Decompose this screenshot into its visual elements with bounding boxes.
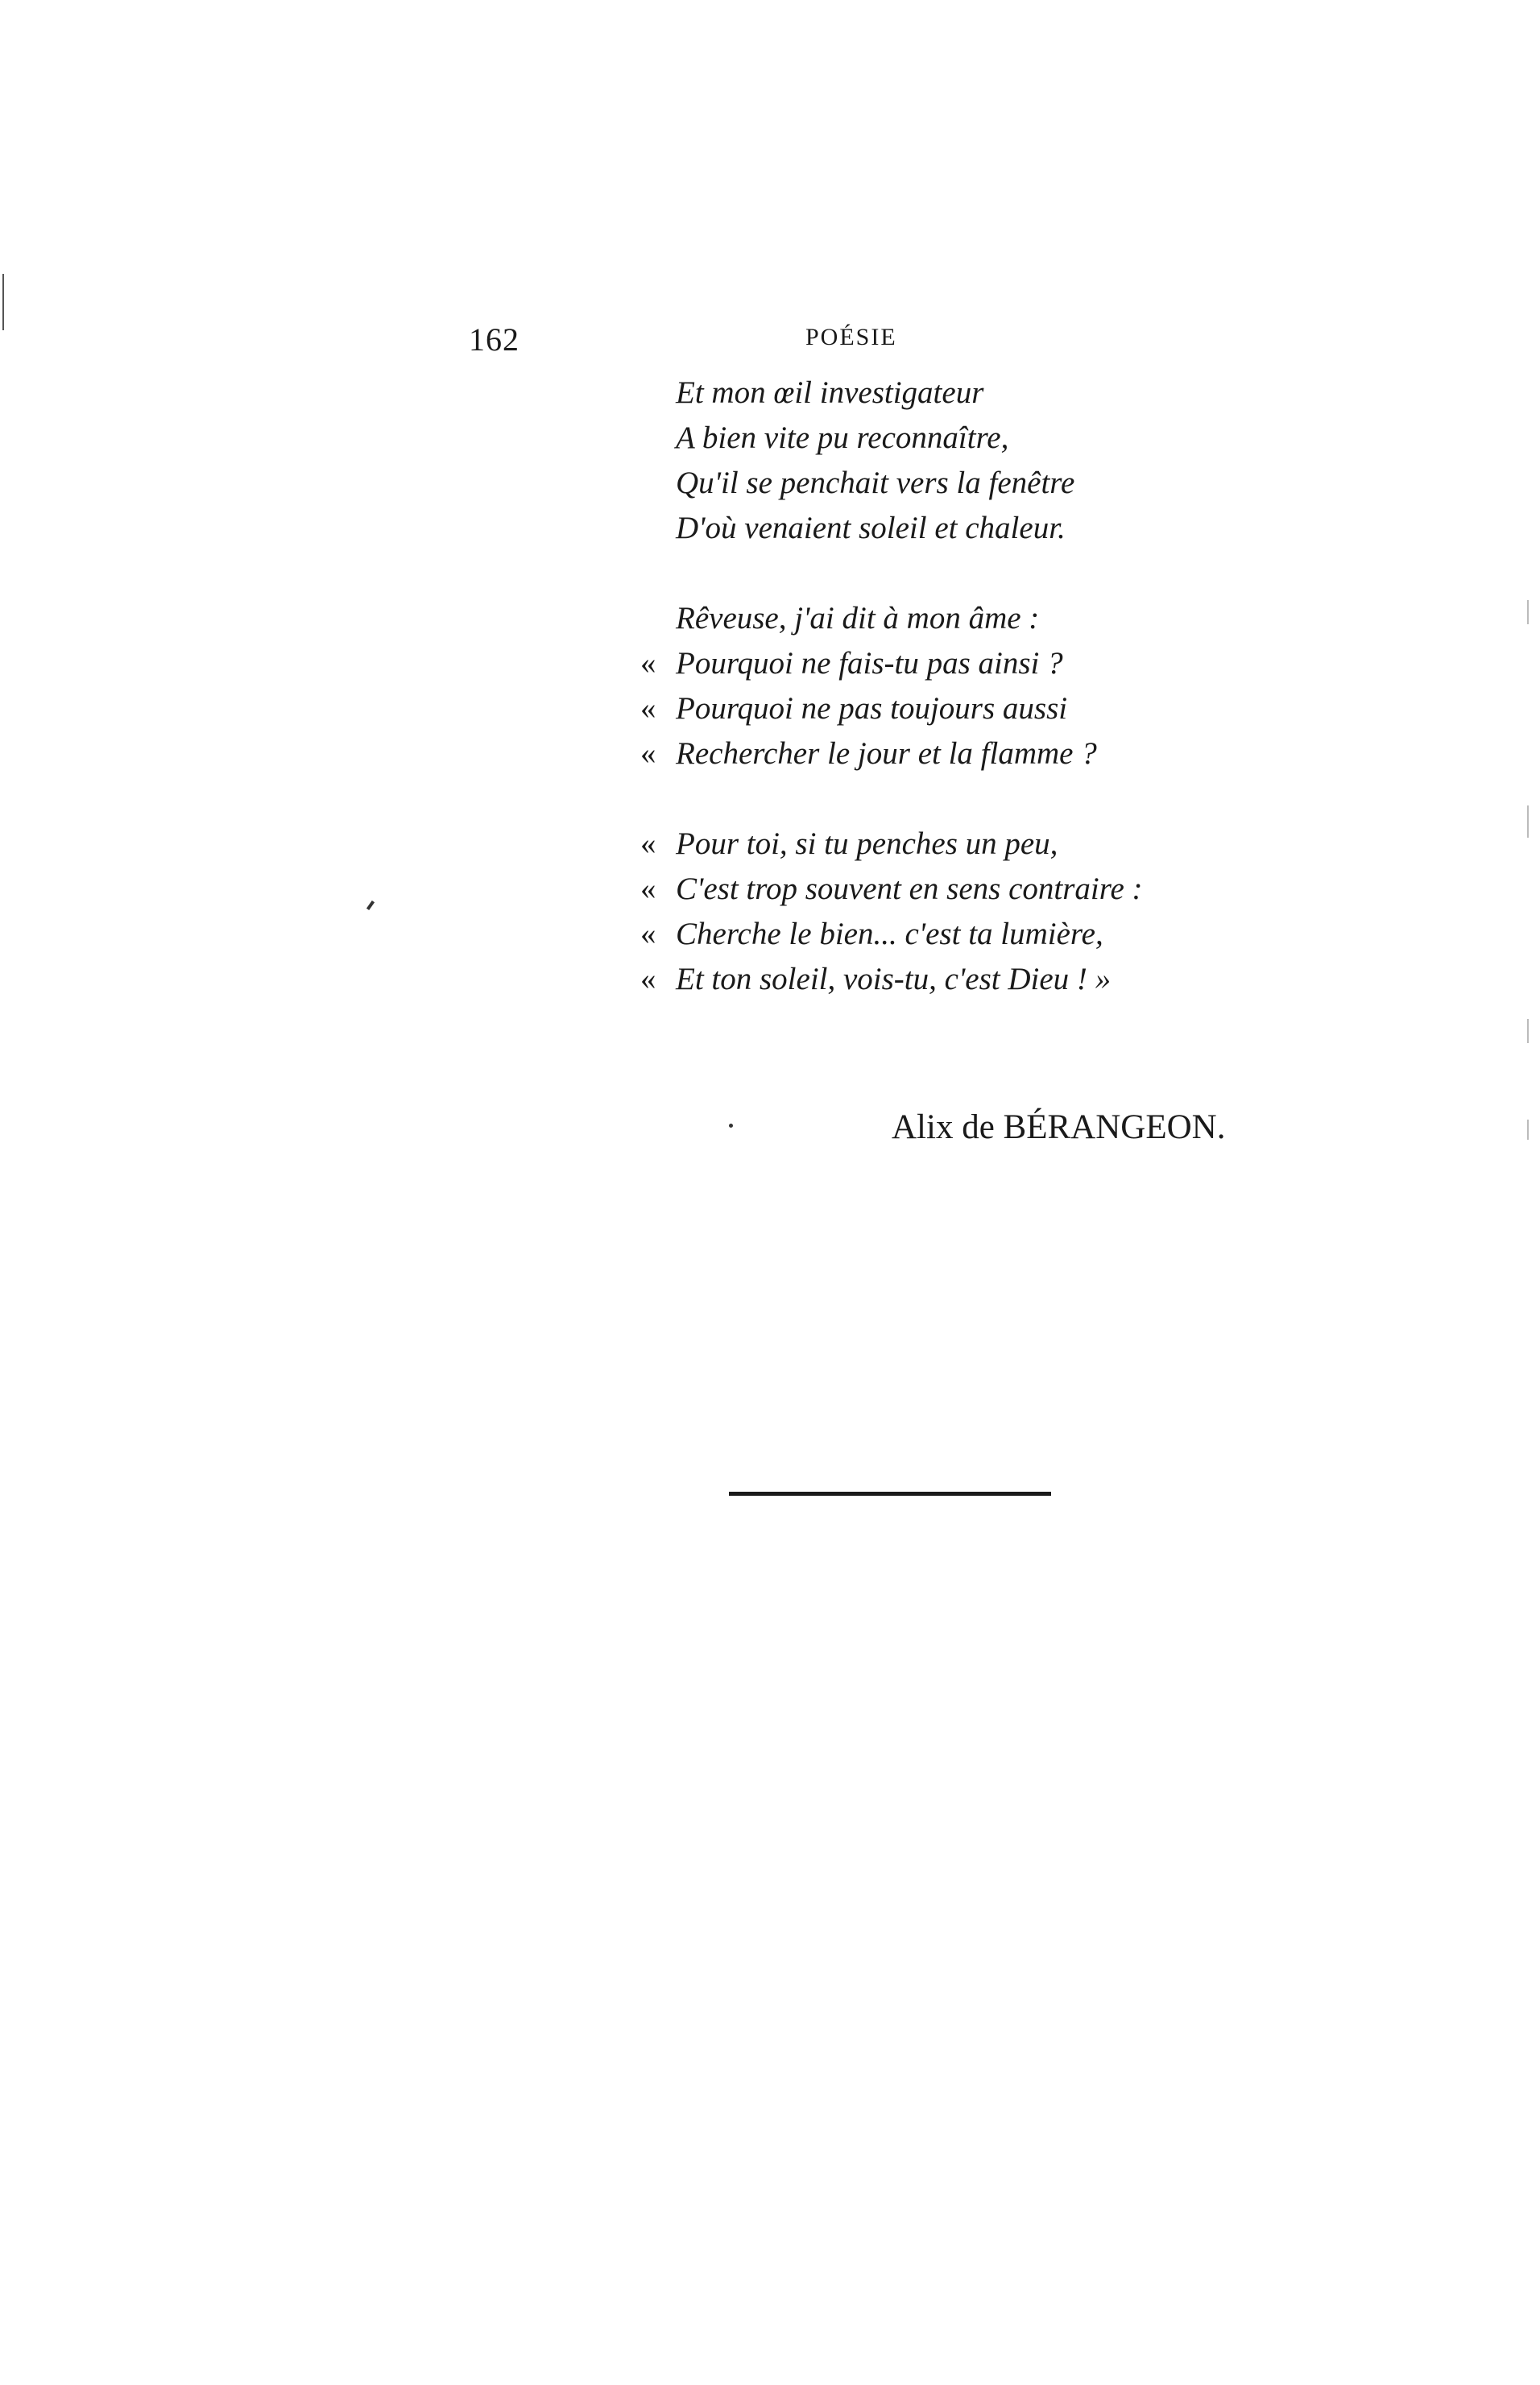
quote-mark: « (640, 646, 656, 681)
verse-line (640, 822, 1143, 867)
stanza-1 (640, 371, 1143, 551)
verse-text: Cherche le bien... c'est ta lumière, (676, 917, 1103, 951)
verse-text: D'où venaient soleil et chaleur. (676, 511, 1066, 545)
author-signature: Alix de BÉRANGEON. (892, 1108, 1226, 1146)
verse-line (640, 641, 1143, 686)
verse-line (640, 371, 1143, 416)
stanza-3 (640, 822, 1143, 1002)
verse-text: Rechercher le jour et la flamme ? (676, 736, 1097, 771)
page-number: 162 (469, 321, 520, 358)
verse-line (640, 416, 1143, 461)
running-head: POÉSIE (805, 324, 897, 350)
scan-speck (366, 901, 375, 910)
verse-line (640, 686, 1143, 731)
verse-line (640, 506, 1143, 551)
verse-text: Rêveuse, j'ai dit à mon âme : (676, 601, 1040, 636)
quote-mark: « (640, 826, 656, 861)
verse-line (640, 957, 1143, 1002)
end-rule (729, 1492, 1051, 1496)
scan-edge-mark (1527, 1019, 1529, 1043)
verse-line (640, 461, 1143, 506)
scan-speck (729, 1124, 733, 1128)
verse-line (640, 867, 1143, 912)
poem (640, 371, 1143, 1047)
scan-edge-mark (1527, 1120, 1529, 1140)
verse-line (640, 912, 1143, 957)
scan-edge-mark (2, 274, 4, 330)
scan-edge-mark (1527, 600, 1529, 624)
verse-text: Pourquoi ne fais-tu pas ainsi ? (676, 646, 1063, 681)
verse-text: Qu'il se penchait vers la fenêtre (676, 466, 1075, 500)
quote-mark: « (640, 917, 656, 951)
verse-line (640, 731, 1143, 776)
verse-text: A bien vite pu reconnaître, (676, 420, 1009, 455)
verse-text: Et ton soleil, vois-tu, c'est Dieu ! » (676, 962, 1112, 996)
verse-line (640, 596, 1143, 641)
verse-text: Pour toi, si tu penches un peu, (676, 826, 1058, 861)
scan-edge-mark (1527, 805, 1529, 838)
quote-mark: « (640, 962, 656, 996)
verse-text: Et mon œil investigateur (676, 375, 984, 410)
quote-mark: « (640, 872, 656, 906)
verse-text: C'est trop souvent en sens contraire : (676, 872, 1143, 906)
quote-mark: « (640, 691, 656, 726)
quote-mark: « (640, 736, 656, 771)
stanza-2 (640, 596, 1143, 776)
verse-text: Pourquoi ne pas toujours aussi (676, 691, 1068, 726)
